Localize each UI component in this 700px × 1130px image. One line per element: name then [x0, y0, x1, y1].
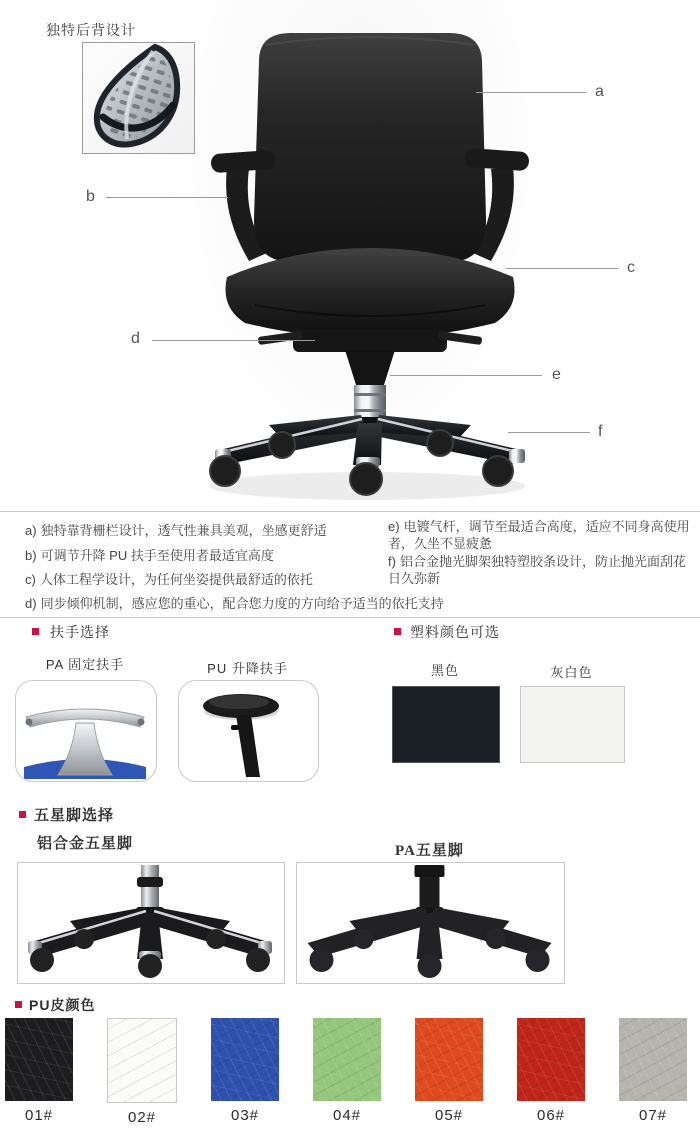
feature-text: 独特靠背栅栏设计，透气性兼具美观，坐感更舒适 [40, 523, 327, 538]
armrest-section-title: 扶手选择 [50, 624, 110, 640]
pu-swatch-label: 01# [24, 1107, 54, 1124]
pu-swatch-item [619, 1018, 687, 1126]
pu-swatch-04 [313, 1018, 381, 1101]
back-detail-photo [82, 42, 195, 154]
pu-swatch-label: 03# [230, 1107, 260, 1124]
pu-swatch-item [517, 1018, 585, 1126]
feature-text: 同步倾仰机制，感应您的重心，配合您力度的方向给予适当的依托支持 [40, 596, 444, 611]
pu-swatch-02 [107, 1018, 177, 1103]
callout-line [476, 92, 586, 93]
pu-swatch-label: 04# [332, 1107, 362, 1124]
pu-swatch-06 [517, 1018, 585, 1101]
armrest-option-pa-card [15, 680, 157, 782]
feature-key: f) [388, 554, 396, 569]
pu-swatch-01 [5, 1018, 73, 1101]
feature-text: 人体工程学设计，为任何坐姿提供最舒适的依托 [39, 572, 313, 587]
section-bullet-icon [32, 628, 39, 635]
feature-item [388, 518, 690, 552]
callout-line [506, 268, 618, 269]
base-option-pa-card [296, 862, 565, 984]
plastic-option-label: 黑色 [430, 663, 459, 678]
armrest-option-pu-card [178, 680, 319, 782]
pu-swatch-item [415, 1018, 483, 1126]
feature-text: 电镀气杆，调节至最适合高度，适应不同身高使用者，久坐不显疲惫 [388, 519, 690, 551]
divider [0, 617, 700, 618]
pu-swatch-05 [415, 1018, 483, 1101]
pu-swatch-item [313, 1018, 381, 1126]
plastic-option-label: 灰白色 [550, 665, 593, 680]
pu-swatch-label: 02# [127, 1109, 157, 1126]
feature-item [25, 569, 313, 588]
feature-item [25, 593, 444, 612]
feature-item [25, 545, 274, 564]
feature-key: d) [25, 596, 37, 611]
pa-base-icon [297, 863, 562, 981]
feature-key: e) [388, 519, 400, 534]
callout-letter-f: f [598, 423, 603, 440]
section-bullet-icon [15, 1001, 22, 1008]
armrest-option-label: PU 升降扶手 [207, 661, 288, 676]
feature-key: b) [25, 548, 37, 563]
pu-lift-armrest-icon [179, 681, 316, 779]
feature-key: c) [25, 572, 36, 587]
callout-letter-b: b [86, 188, 95, 205]
pu-swatch-label: 05# [434, 1107, 464, 1124]
pu-swatch-label: 06# [536, 1107, 566, 1124]
callout-letter-d: d [131, 330, 140, 347]
plastic-swatch-black [392, 686, 500, 763]
base-option-label: PA五星脚 [395, 843, 464, 859]
pu-section-title: PU皮颜色 [29, 997, 96, 1013]
base-section-title: 五星脚选择 [34, 808, 115, 824]
back-mesh-detail-icon [83, 43, 192, 151]
callout-letter-e: e [552, 366, 561, 383]
pu-swatch-item [107, 1018, 177, 1126]
base-option-label: 铝合金五星脚 [37, 836, 134, 852]
pu-swatch-07 [619, 1018, 687, 1101]
chair-photo [195, 5, 545, 510]
section-bullet-icon [394, 628, 401, 635]
pu-swatch-label: 07# [638, 1107, 668, 1124]
pu-swatch-03 [211, 1018, 279, 1101]
divider [0, 511, 700, 512]
callout-letter-a: a [595, 83, 604, 100]
aluminum-base-icon [18, 863, 282, 981]
pu-swatch-row [5, 1018, 695, 1126]
callout-line [152, 340, 315, 341]
callout-letter-c: c [627, 259, 635, 276]
feature-key: a) [25, 523, 37, 538]
plastic-section-title: 塑料颜色可选 [410, 624, 500, 640]
pa-fixed-armrest-icon [16, 681, 154, 779]
armrest-option-label: PA 固定扶手 [45, 657, 125, 672]
pu-swatch-item [5, 1018, 73, 1126]
feature-item [25, 520, 327, 539]
feature-text: 铝合金抛光脚架独特塑胶条设计，防止抛光面刮花日久弥新 [388, 554, 686, 586]
feature-text: 可调节升降 PU 扶手至使用者最适宜高度 [40, 548, 274, 563]
base-option-aluminum-card [17, 862, 285, 984]
pu-swatch-item [211, 1018, 279, 1126]
callout-line [508, 432, 590, 433]
section-bullet-icon [19, 811, 26, 818]
callout-line [390, 375, 542, 376]
plastic-swatch-graywhite [520, 686, 625, 763]
feature-item [388, 553, 690, 587]
back-detail-label: 独特后背设计 [46, 22, 136, 38]
callout-line [106, 197, 228, 198]
